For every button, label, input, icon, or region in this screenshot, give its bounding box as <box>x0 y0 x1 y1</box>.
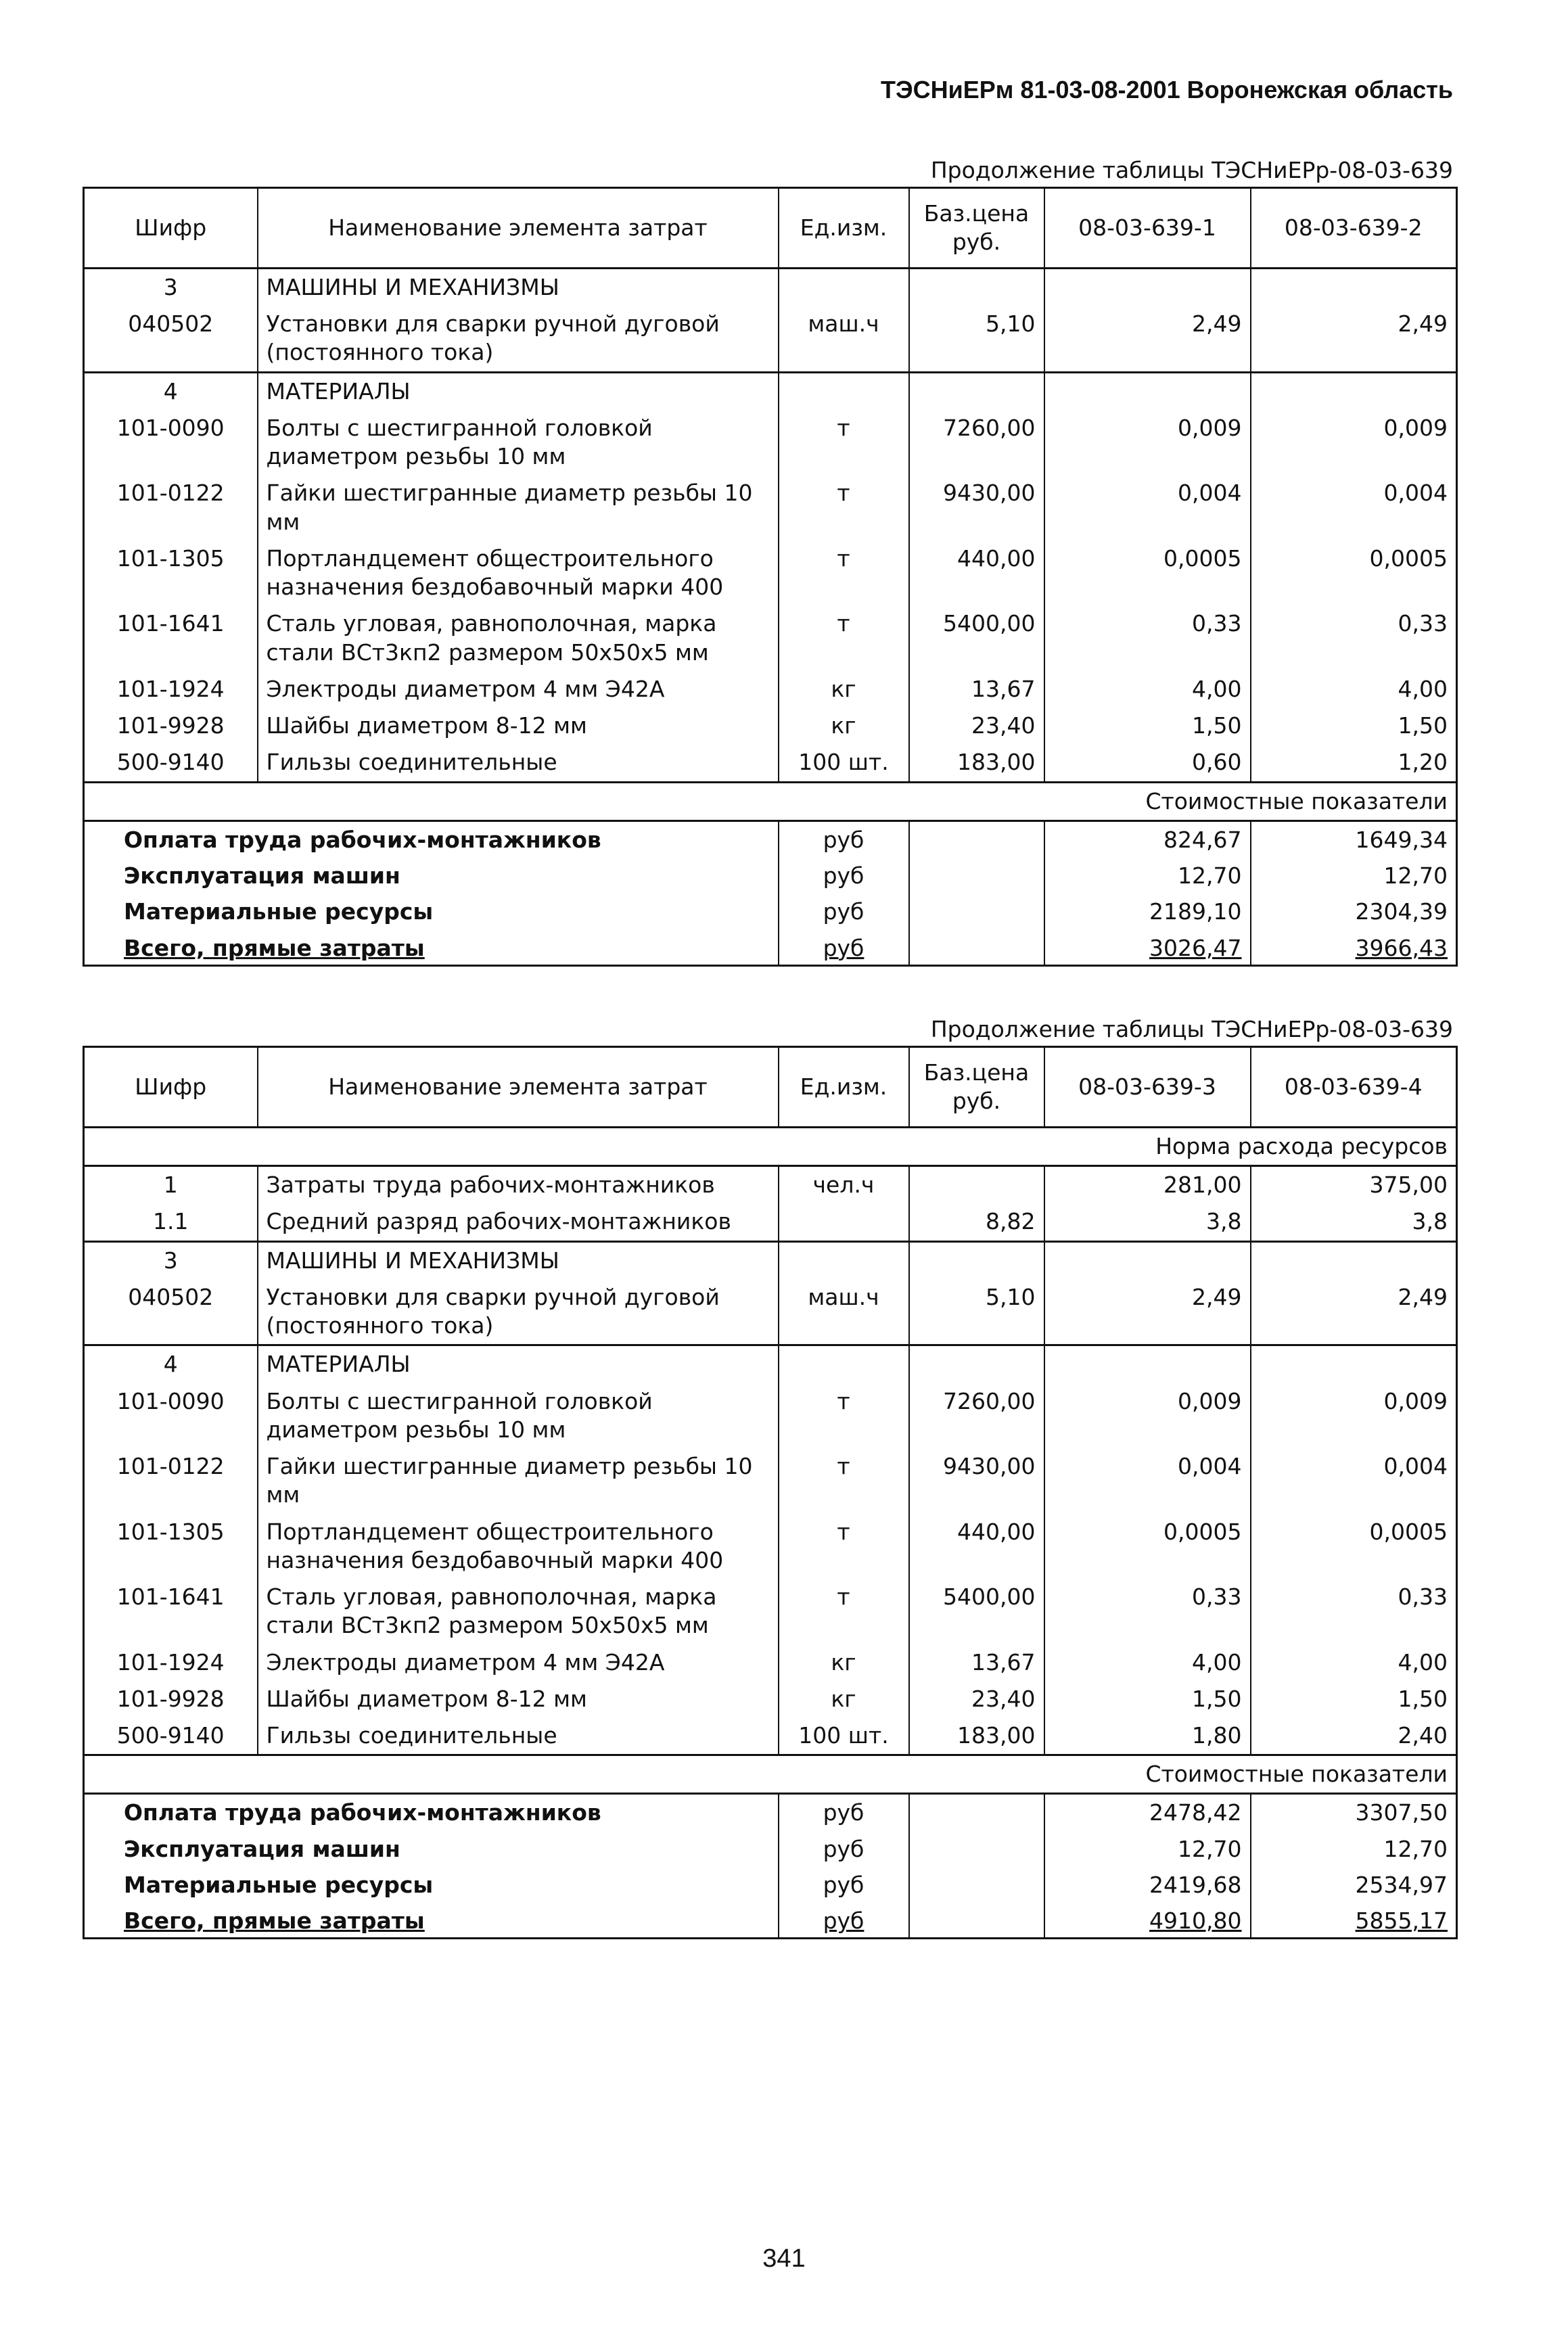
cost-row <box>84 858 1457 894</box>
table-row <box>84 1383 1457 1448</box>
cell-unit: чел.ч <box>779 1166 909 1204</box>
cell-price: 5,10 <box>909 306 1044 372</box>
table-header-row <box>84 188 1457 269</box>
cell-code: 101-9928 <box>84 1681 258 1717</box>
empty-cell <box>1251 372 1457 410</box>
cell-unit: т <box>779 1383 909 1448</box>
empty-cell <box>779 1345 909 1383</box>
cell-unit: т <box>779 410 909 475</box>
cell-code: 101-1305 <box>84 540 258 605</box>
cell-value-2: 0,009 <box>1251 410 1457 475</box>
cell-code: 040502 <box>84 1279 258 1345</box>
cell-price: 9430,00 <box>909 1448 1044 1513</box>
col-header-unit: Ед.изм. <box>779 1047 909 1128</box>
section-code: 4 <box>84 1345 258 1383</box>
section-header-row <box>84 372 1457 410</box>
norm-band <box>84 1128 1457 1166</box>
cost-row <box>84 1794 1457 1831</box>
cell-value-2: 0,0005 <box>1251 540 1457 605</box>
cell-value-2: 2,49 <box>1251 306 1457 372</box>
cell-unit: кг <box>779 708 909 744</box>
cost-label: Эксплуатация машин <box>84 1831 779 1867</box>
cost-value-1: 2419,68 <box>1044 1867 1251 1903</box>
cell-value-1: 1,50 <box>1044 1681 1251 1717</box>
cost-value-2: 3307,50 <box>1251 1794 1457 1831</box>
empty-cell <box>909 820 1044 858</box>
cost-unit: руб <box>779 1867 909 1903</box>
empty-cell <box>909 894 1044 929</box>
cell-name: Гайки шестигранные диаметр резьбы 10 мм <box>258 1448 779 1513</box>
cell-code: 101-0122 <box>84 1448 258 1513</box>
cell-value-2: 0,009 <box>1251 1383 1457 1448</box>
cell-value-2: 1,20 <box>1251 744 1457 782</box>
cost-label: Материальные ресурсы <box>84 894 779 929</box>
cell-code: 500-9140 <box>84 744 258 782</box>
cost-value-1: 3026,47 <box>1044 930 1251 966</box>
cell-code: 101-1641 <box>84 605 258 670</box>
empty-cell <box>1044 372 1251 410</box>
col-header-variant-1: 08-03-639-1 <box>1044 188 1251 269</box>
cell-unit: т <box>779 1448 909 1513</box>
cell-price: 7260,00 <box>909 1383 1044 1448</box>
cost-unit: руб <box>779 930 909 966</box>
cell-code: 040502 <box>84 306 258 372</box>
cell-price: 13,67 <box>909 671 1044 708</box>
cell-price: 440,00 <box>909 1514 1044 1579</box>
empty-cell <box>1044 269 1251 306</box>
section-title: МАШИНЫ И МЕХАНИЗМЫ <box>258 269 779 306</box>
table-row <box>84 1279 1457 1345</box>
cell-value-1: 2,49 <box>1044 306 1251 372</box>
table-row <box>84 1579 1457 1644</box>
cell-name: Средний разряд рабочих-монтажников <box>258 1203 779 1241</box>
cell-value-2: 0,33 <box>1251 1579 1457 1644</box>
table-row <box>84 1644 1457 1681</box>
table2-continuation-caption: Продолжение таблицы ТЭСНиЕРр-08-03-639 <box>930 1016 1453 1042</box>
cell-name: Портландцемент общестроительного назначения бездобавочный марки 400 <box>258 1514 779 1579</box>
cell-unit: т <box>779 1514 909 1579</box>
cell-unit: т <box>779 540 909 605</box>
cost-value-1: 2478,42 <box>1044 1794 1251 1831</box>
cell-value-2: 4,00 <box>1251 671 1457 708</box>
cell-price: 440,00 <box>909 540 1044 605</box>
cell-name: Гайки шестигранные диаметр резьбы 10 мм <box>258 475 779 540</box>
cell-unit: кг <box>779 1681 909 1717</box>
cost-value-1: 4910,80 <box>1044 1903 1251 1939</box>
cell-unit: кг <box>779 1644 909 1681</box>
empty-cell <box>779 1241 909 1279</box>
cost-unit: руб <box>779 1831 909 1867</box>
cost-row <box>84 820 1457 858</box>
cell-code: 101-9928 <box>84 708 258 744</box>
empty-cell <box>909 1867 1044 1903</box>
cell-value-2: 3,8 <box>1251 1203 1457 1241</box>
empty-cell <box>1251 269 1457 306</box>
cost-unit: руб <box>779 858 909 894</box>
table-row <box>84 708 1457 744</box>
empty-cell <box>1251 1241 1457 1279</box>
cost-label: Оплата труда рабочих-монтажников <box>84 820 779 858</box>
empty-cell <box>909 1345 1044 1383</box>
cost-row <box>84 1867 1457 1903</box>
cell-value-1: 0,004 <box>1044 1448 1251 1513</box>
section-title: МАТЕРИАЛЫ <box>258 1345 779 1383</box>
section-header-row <box>84 1241 1457 1279</box>
table-row <box>84 744 1457 782</box>
empty-cell <box>779 372 909 410</box>
table-row <box>84 671 1457 708</box>
cell-price: 23,40 <box>909 1681 1044 1717</box>
cell-name: Затраты труда рабочих-монтажников <box>258 1166 779 1204</box>
cell-value-1: 0,009 <box>1044 1383 1251 1448</box>
cost-label: Материальные ресурсы <box>84 1867 779 1903</box>
cell-name: Шайбы диаметром 8-12 мм <box>258 708 779 744</box>
cell-value-1: 0,004 <box>1044 475 1251 540</box>
section-title: МАТЕРИАЛЫ <box>258 372 779 410</box>
table-row <box>84 1166 1457 1204</box>
empty-cell <box>909 269 1044 306</box>
empty-cell <box>909 930 1044 966</box>
cell-value-2: 4,00 <box>1251 1644 1457 1681</box>
cell-code: 101-1924 <box>84 1644 258 1681</box>
col-header-code: Шифр <box>84 188 258 269</box>
cost-label: Эксплуатация машин <box>84 858 779 894</box>
cost-value-2: 12,70 <box>1251 858 1457 894</box>
cell-value-1: 281,00 <box>1044 1166 1251 1204</box>
section-code: 3 <box>84 1241 258 1279</box>
page-number: 341 <box>762 2244 806 2273</box>
cost-value-2: 5855,17 <box>1251 1903 1457 1939</box>
cell-code: 1 <box>84 1166 258 1204</box>
cell-value-2: 0,004 <box>1251 475 1457 540</box>
cell-price: 8,82 <box>909 1203 1044 1241</box>
col-header-unit: Ед.изм. <box>779 188 909 269</box>
cost-unit: руб <box>779 894 909 929</box>
cost-unit: руб <box>779 820 909 858</box>
cell-unit: кг <box>779 671 909 708</box>
cell-unit: маш.ч <box>779 1279 909 1345</box>
cell-value-1: 0,0005 <box>1044 1514 1251 1579</box>
cell-price: 23,40 <box>909 708 1044 744</box>
cell-code: 101-0090 <box>84 1383 258 1448</box>
cell-unit: т <box>779 475 909 540</box>
cell-code: 101-0122 <box>84 475 258 540</box>
cost-band <box>84 782 1457 820</box>
cell-price: 5400,00 <box>909 1579 1044 1644</box>
cost-band-text: Стоимостные показатели <box>84 782 1457 820</box>
cell-value-1: 4,00 <box>1044 1644 1251 1681</box>
cost-value-1: 12,70 <box>1044 1831 1251 1867</box>
cell-value-2: 0,33 <box>1251 605 1457 670</box>
empty-cell <box>909 1831 1044 1867</box>
cell-unit: 100 шт. <box>779 1717 909 1755</box>
cost-unit: руб <box>779 1903 909 1939</box>
cell-unit: т <box>779 605 909 670</box>
cost-value-2: 3966,43 <box>1251 930 1457 966</box>
empty-cell <box>909 858 1044 894</box>
empty-cell <box>909 1241 1044 1279</box>
cell-value-1: 0,33 <box>1044 605 1251 670</box>
cost-value-2: 2534,97 <box>1251 1867 1457 1903</box>
table-row <box>84 540 1457 605</box>
empty-cell <box>1251 1345 1457 1383</box>
col-header-price: Баз.цена руб. <box>909 1047 1044 1128</box>
table-row <box>84 605 1457 670</box>
cell-name: Болты с шестигранной головкой диаметром резьбы 10 мм <box>258 410 779 475</box>
table-row <box>84 410 1457 475</box>
cell-price: 183,00 <box>909 744 1044 782</box>
norm-band-text: Норма расхода ресурсов <box>84 1128 1457 1166</box>
empty-cell <box>779 269 909 306</box>
cell-code: 101-1924 <box>84 671 258 708</box>
cost-label: Всего, прямые затраты <box>84 930 779 966</box>
cell-value-1: 3,8 <box>1044 1203 1251 1241</box>
cost-value-2: 2304,39 <box>1251 894 1457 929</box>
cost-row <box>84 1831 1457 1867</box>
col-header-variant-2: 08-03-639-2 <box>1251 188 1457 269</box>
cell-price: 13,67 <box>909 1644 1044 1681</box>
cost-band-text: Стоимостные показатели <box>84 1755 1457 1794</box>
empty-cell <box>909 1794 1044 1831</box>
cost-value-2: 1649,34 <box>1251 820 1457 858</box>
table1-body <box>84 269 1457 966</box>
table1-continuation-caption: Продолжение таблицы ТЭСНиЕРр-08-03-639 <box>930 157 1453 183</box>
section-header-row <box>84 1345 1457 1383</box>
cost-label: Оплата труда рабочих-монтажников <box>84 1794 779 1831</box>
cell-price <box>909 1166 1044 1204</box>
col-header-variant-4: 08-03-639-4 <box>1251 1047 1457 1128</box>
empty-cell <box>1044 1345 1251 1383</box>
cell-name: Гильзы соединительные <box>258 744 779 782</box>
cell-value-2: 2,49 <box>1251 1279 1457 1345</box>
cell-price: 9430,00 <box>909 475 1044 540</box>
cell-name: Болты с шестигранной головкой диаметром резьбы 10 мм <box>258 1383 779 1448</box>
cell-value-1: 1,80 <box>1044 1717 1251 1755</box>
cell-name: Сталь угловая, равнополочная, марка стали ВСт3кп2 размером 50х50х5 мм <box>258 605 779 670</box>
cost-row <box>84 1903 1457 1939</box>
cell-value-2: 2,40 <box>1251 1717 1457 1755</box>
cell-price: 183,00 <box>909 1717 1044 1755</box>
cell-name: Установки для сварки ручной дуговой (постоянного тока) <box>258 1279 779 1345</box>
cost-label: Всего, прямые затраты <box>84 1903 779 1939</box>
cost-band <box>84 1755 1457 1794</box>
col-header-code: Шифр <box>84 1047 258 1128</box>
table-row <box>84 1448 1457 1513</box>
col-header-name: Наименование элемента затрат <box>258 188 779 269</box>
resource-table-2 <box>83 1046 1458 1939</box>
cell-value-1: 2,49 <box>1044 1279 1251 1345</box>
empty-cell <box>909 1903 1044 1939</box>
cell-value-2: 1,50 <box>1251 1681 1457 1717</box>
cell-value-1: 1,50 <box>1044 708 1251 744</box>
cell-code: 101-1305 <box>84 1514 258 1579</box>
cell-code: 101-1641 <box>84 1579 258 1644</box>
cell-price: 7260,00 <box>909 410 1044 475</box>
cell-name: Шайбы диаметром 8-12 мм <box>258 1681 779 1717</box>
document-header: ТЭСНиЕРм 81-03-08-2001 Воронежская область <box>881 76 1453 103</box>
cost-row <box>84 894 1457 929</box>
cell-name: Электроды диаметром 4 мм Э42А <box>258 1644 779 1681</box>
cell-value-1: 4,00 <box>1044 671 1251 708</box>
cost-value-1: 12,70 <box>1044 858 1251 894</box>
table-row <box>84 475 1457 540</box>
table-row <box>84 1681 1457 1717</box>
cost-value-1: 824,67 <box>1044 820 1251 858</box>
cell-value-2: 375,00 <box>1251 1166 1457 1204</box>
empty-cell <box>909 372 1044 410</box>
cell-name: Гильзы соединительные <box>258 1717 779 1755</box>
cell-value-2: 0,0005 <box>1251 1514 1457 1579</box>
cell-name: Портландцемент общестроительного назначения бездобавочный марки 400 <box>258 540 779 605</box>
cell-value-1: 0,33 <box>1044 1579 1251 1644</box>
section-code: 4 <box>84 372 258 410</box>
section-code: 3 <box>84 269 258 306</box>
cell-unit: 100 шт. <box>779 744 909 782</box>
col-header-price: Баз.цена руб. <box>909 188 1044 269</box>
cell-code: 500-9140 <box>84 1717 258 1755</box>
cell-unit: т <box>779 1579 909 1644</box>
col-header-name: Наименование элемента затрат <box>258 1047 779 1128</box>
cell-value-1: 0,60 <box>1044 744 1251 782</box>
cell-name: Установки для сварки ручной дуговой (постоянного тока) <box>258 306 779 372</box>
cell-price: 5400,00 <box>909 605 1044 670</box>
empty-cell <box>1044 1241 1251 1279</box>
table-header-row <box>84 1047 1457 1128</box>
cell-code: 1.1 <box>84 1203 258 1241</box>
cost-value-1: 2189,10 <box>1044 894 1251 929</box>
cell-code: 101-0090 <box>84 410 258 475</box>
cell-value-2: 1,50 <box>1251 708 1457 744</box>
cell-name: Сталь угловая, равнополочная, марка стали ВСт3кп2 размером 50х50х5 мм <box>258 1579 779 1644</box>
cell-unit <box>779 1203 909 1241</box>
table-row <box>84 1514 1457 1579</box>
section-title: МАШИНЫ И МЕХАНИЗМЫ <box>258 1241 779 1279</box>
table-row <box>84 306 1457 372</box>
resource-table-1 <box>83 187 1458 967</box>
cell-value-1: 0,0005 <box>1044 540 1251 605</box>
cell-value-2: 0,004 <box>1251 1448 1457 1513</box>
cell-name: Электроды диаметром 4 мм Э42А <box>258 671 779 708</box>
cell-value-1: 0,009 <box>1044 410 1251 475</box>
col-header-variant-3: 08-03-639-3 <box>1044 1047 1251 1128</box>
section-header-row <box>84 269 1457 306</box>
table2-body <box>84 1128 1457 1939</box>
table-row <box>84 1203 1457 1241</box>
cost-value-2: 12,70 <box>1251 1831 1457 1867</box>
table-row <box>84 1717 1457 1755</box>
cell-unit: маш.ч <box>779 306 909 372</box>
cost-row <box>84 930 1457 966</box>
cost-unit: руб <box>779 1794 909 1831</box>
cell-price: 5,10 <box>909 1279 1044 1345</box>
